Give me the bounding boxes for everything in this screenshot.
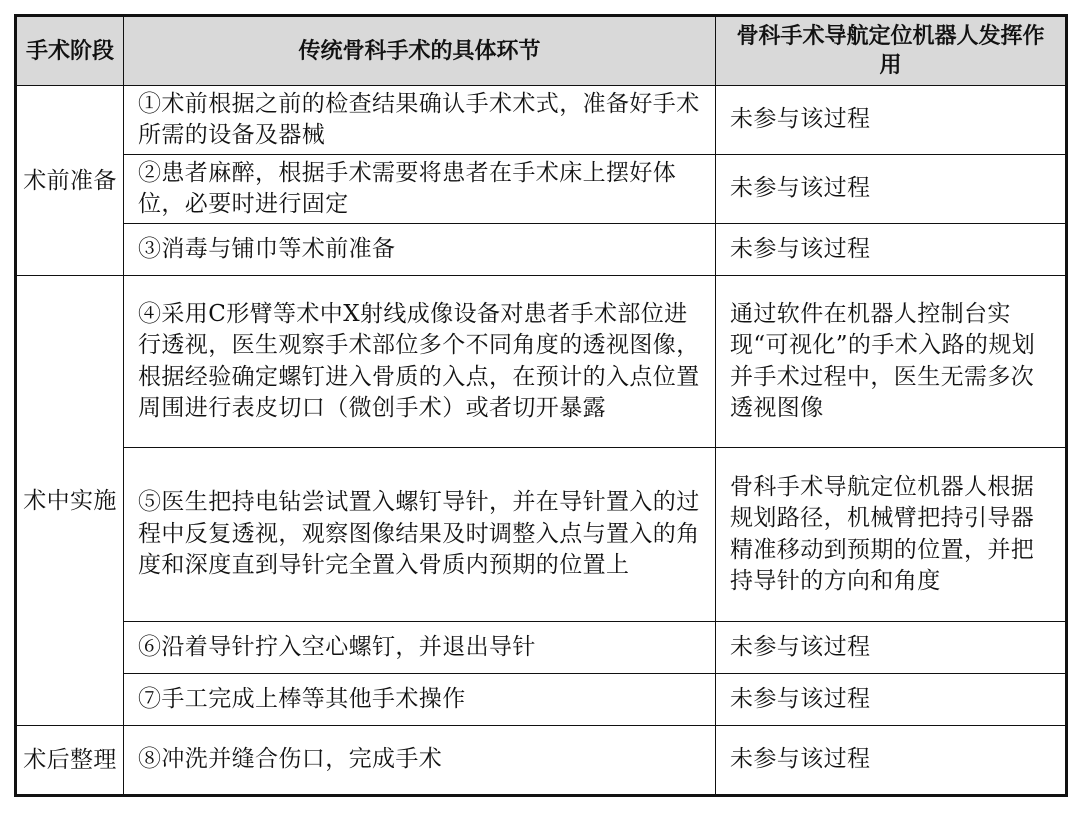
role-cell: 骨科手术导航定位机器人根据规划路径，机械臂把持引导器精准移动到预期的位置，并把持导针的方向和角度	[716, 448, 1067, 622]
table-row	[16, 622, 1067, 674]
surgery-comparison-table	[14, 14, 1068, 797]
role-cell: 未参与该过程	[716, 155, 1067, 224]
role-cell: 未参与该过程	[716, 86, 1067, 155]
step-cell: ④采用C形臂等术中X射线成像设备对患者手术部位进行透视，医生观察手术部位多个不同角度的透视图像，根据经验确定螺钉进入骨质的入点，在预计的入点位置周围进行表皮切口（微创手术）或者切开暴露	[124, 276, 716, 448]
table-row	[16, 674, 1067, 726]
stage-cell-intra: 术中实施	[16, 276, 124, 726]
surgery-comparison-table-container	[14, 14, 1068, 797]
step-cell: ⑤医生把持电钻尝试置入螺钉导针，并在导针置入的过程中反复透视，观察图像结果及时调整入点与置入的角度和深度直到导针完全置入骨质内预期的位置上	[124, 448, 716, 622]
role-cell: 未参与该过程	[716, 674, 1067, 726]
step-cell: ②患者麻醉，根据手术需要将患者在手术床上摆好体位，必要时进行固定	[124, 155, 716, 224]
role-cell: 未参与该过程	[716, 622, 1067, 674]
table-row	[16, 276, 1067, 448]
table-body	[16, 86, 1067, 796]
stage-cell-pre: 术前准备	[16, 86, 124, 276]
step-cell: ③消毒与铺巾等术前准备	[124, 224, 716, 276]
table-header	[16, 16, 1067, 86]
table-row	[16, 86, 1067, 155]
stage-cell-post: 术后整理	[16, 726, 124, 796]
step-cell: ⑦手工完成上棒等其他手术操作	[124, 674, 716, 726]
table-row	[16, 726, 1067, 796]
step-cell: ⑥沿着导针拧入空心螺钉，并退出导针	[124, 622, 716, 674]
table-row	[16, 448, 1067, 622]
table-row	[16, 155, 1067, 224]
header-stage: 手术阶段	[16, 16, 124, 86]
header-robot-role: 骨科手术导航定位机器人发挥作用	[716, 16, 1067, 86]
role-cell: 未参与该过程	[716, 224, 1067, 276]
role-cell: 通过软件在机器人控制台实现“可视化”的手术入路的规划并手术过程中，医生无需多次透视图像	[716, 276, 1067, 448]
step-cell: ①术前根据之前的检查结果确认手术术式，准备好手术所需的设备及器械	[124, 86, 716, 155]
step-cell: ⑧冲洗并缝合伤口，完成手术	[124, 726, 716, 796]
role-cell: 未参与该过程	[716, 726, 1067, 796]
table-row	[16, 224, 1067, 276]
header-row	[16, 16, 1067, 86]
header-steps: 传统骨科手术的具体环节	[124, 16, 716, 86]
